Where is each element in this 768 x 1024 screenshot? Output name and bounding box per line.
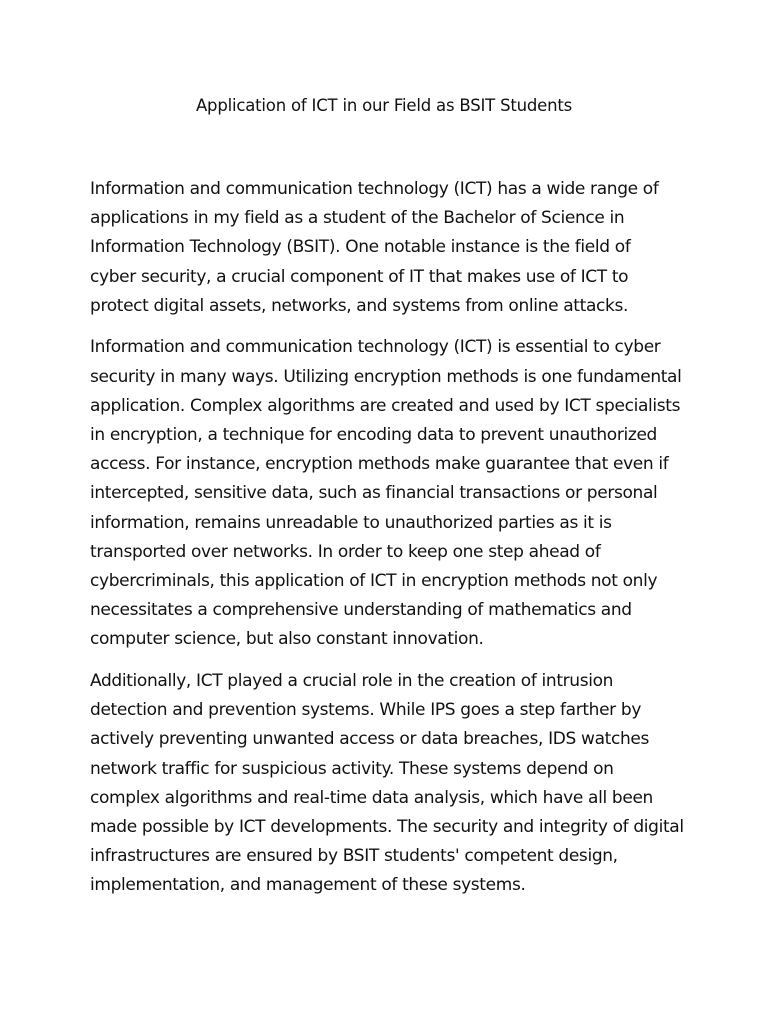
- document-body: [90, 175, 690, 913]
- text-line: network traffic for suspicious activity. These systems depend on: [90, 758, 614, 779]
- document-title: Application of ICT in our Field as BSIT Students: [195, 96, 573, 115]
- text-line: information, remains unreadable to unauthorized parties as it is: [90, 512, 612, 533]
- text-line: infrastructures are ensured by BSIT students' competent design,: [90, 846, 618, 867]
- text-line: cyber security, a crucial component of IT that makes use of ICT to: [90, 266, 629, 287]
- text-line: Additionally, ICT played a crucial role in the creation of intrusion: [90, 671, 614, 691]
- text-line: computer science, but also constant innovation.: [90, 629, 484, 650]
- text-line: access. For instance, encryption methods make guarantee that even if: [90, 454, 669, 475]
- text-line: security in many ways. Utilizing encryption methods is one fundamental: [90, 366, 682, 387]
- text-line: actively preventing unwanted access or data breaches, IDS watches: [90, 729, 650, 750]
- text-line: Information and communication technology (ICT) is essential to cyber: [90, 337, 661, 358]
- paragraph-1: [90, 175, 690, 321]
- text-line: protect digital assets, networks, and systems from online attacks.: [90, 295, 629, 316]
- text-line: Information Technology (BSIT). One notable instance is the field of: [90, 237, 631, 258]
- text-line: intercepted, sensitive data, such as financial transactions or personal: [90, 483, 658, 504]
- text-line: in encryption, a technique for encoding data to prevent unauthorized: [90, 425, 657, 445]
- text-line: implementation, and management of these systems.: [90, 875, 526, 896]
- text-line: necessitates a comprehensive understanding of mathematics and: [90, 600, 632, 621]
- text-line: applications in my field as a student of the Bachelor of Science in: [90, 208, 625, 229]
- text-line: cybercriminals, this application of ICT in encryption methods not only: [90, 570, 658, 591]
- text-line: application. Complex algorithms are created and used by ICT specialists: [90, 395, 681, 416]
- text-line: made possible by ICT developments. The security and integrity of digital: [90, 816, 684, 837]
- text-line: detection and prevention systems. While IPS goes a step farther by: [90, 700, 642, 721]
- text-line: transported over networks. In order to keep one step ahead of: [90, 541, 601, 562]
- paragraph-2: [90, 333, 690, 654]
- paragraph-3: [90, 667, 690, 901]
- text-line: complex algorithms and real-time data analysis, which have all been: [90, 787, 653, 808]
- text-line: Information and communication technology (ICT) has a wide range of: [90, 179, 659, 199]
